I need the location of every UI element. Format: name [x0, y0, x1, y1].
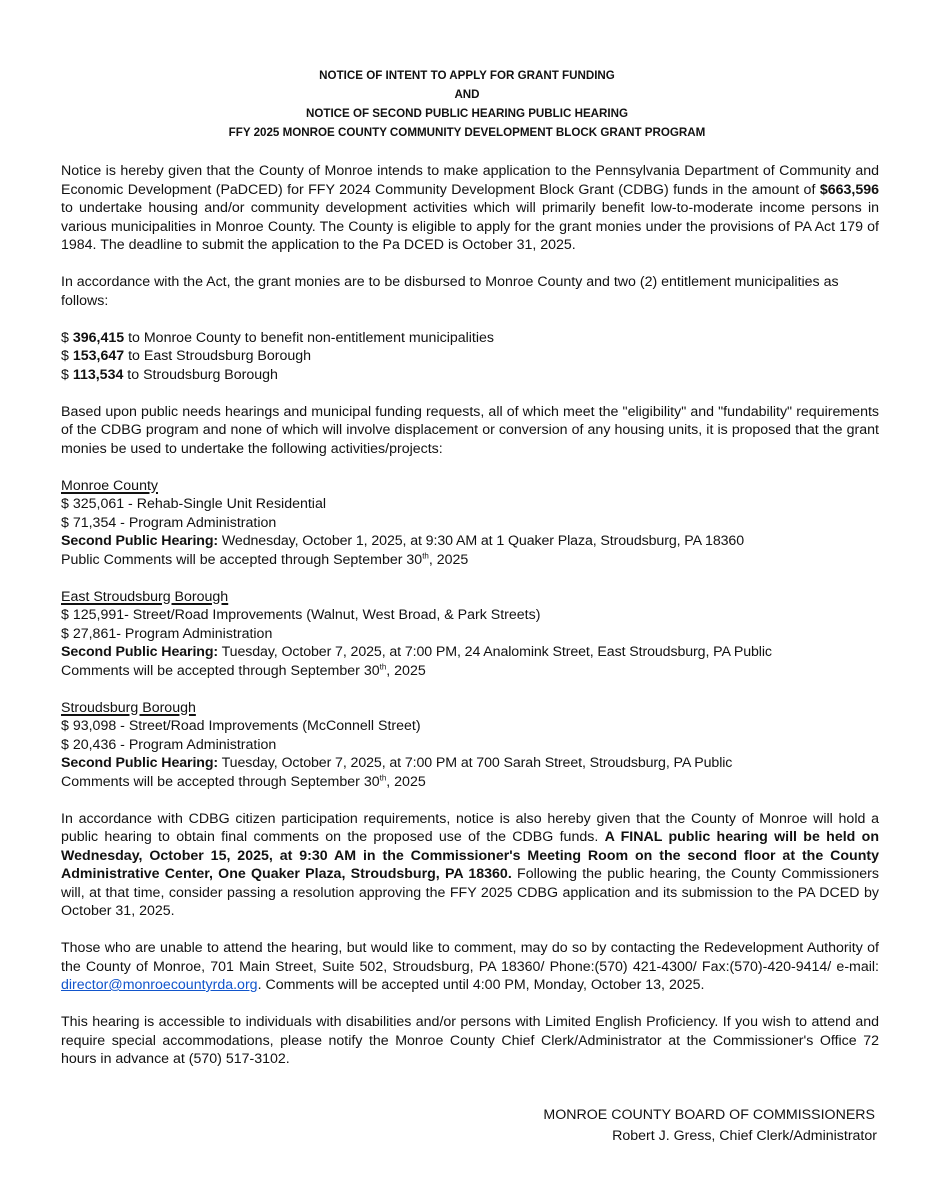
hearing-line — [61, 532, 879, 551]
comments-text: Public Comments will be accepted through September 30 — [61, 551, 423, 568]
activity-item: $ 325,061 - Rehab-Single Unit Residential — [61, 496, 326, 512]
disbursement-intro: In accordance with the Act, the grant monies are to be disbursed to Monroe County and two (2) entitlement municipalities as follows: — [61, 274, 839, 309]
allocation-text: to East Stroudsburg Borough — [124, 348, 312, 364]
intro-text-2: to undertake housing and/or community development activities which will primarily benefit low-to-moderate income persons in various municipalities in Monroe County. The County is eligible to apply for the grant monies under the provisions of PA Act 179 of 1984. The deadline to submit the application to the Pa DCED is October 31, 2025. — [61, 200, 879, 253]
contact-paragraph — [61, 939, 879, 995]
allocation-item — [61, 366, 879, 385]
monroe-county-section — [61, 477, 879, 570]
activity-item: $ 71,354 - Program Administration — [61, 514, 277, 531]
dollar-sign: $ — [61, 348, 73, 364]
ordinal-suffix: th — [379, 661, 387, 671]
ordinal-suffix: th — [422, 550, 429, 560]
section-title: Monroe County — [61, 477, 158, 494]
allocation-amount: 153,647 — [72, 348, 125, 364]
comments-year: , 2025 — [386, 662, 426, 679]
hearing-line — [61, 643, 879, 662]
accessibility-paragraph: This hearing is accessible to individuals with disabilities and/or persons with Limited English Proficiency. If you wish to attend and require special accommodations, please notify the Monroe County Chief Clerk/Administrator at the Commissioner's Office 72 hours in advance at (570) 517-3102. — [61, 1014, 879, 1067]
contact-text-1: Those who are unable to attend the hearing, but would like to comment, may do so by contacting the Redevelopment Authority of the County of Monroe, 701 Main Street, Suite 502, Stroudsburg, PA 18360/ Phone:(570) 421-4300/ Fax:(570)-420-9414/ e-mail: — [61, 940, 879, 975]
allocation-amount: 396,415 — [72, 329, 125, 346]
citizen-text-2: Following the public hearing, the County Commissioners will, at that time, consider passing a resolution approving the FFY 2025 CDBG application and its submission to the PA DCED by October 31, 2025. — [61, 866, 880, 919]
contact-text-2: . Comments will be accepted until 4:00 PM, Monday, October 13, 2025. — [257, 977, 705, 993]
activity-item: $ 93,098 - Street/Road Improvements (McConnell Street) — [61, 718, 421, 734]
header-line-4: FFY 2025 MONROE COUNTY COMMUNITY DEVELOPMENT BLOCK GRANT PROGRAM — [228, 126, 706, 139]
dollar-sign: $ — [61, 329, 73, 346]
citizen-participation-paragraph — [61, 810, 879, 921]
intro-text-1: Notice is hereby given that the County of Monroe intends to make application to the Pennsylvania Department of Community and Economic Development (PaDCED) for FFY 2024 Community Development Block Grant (CDBG) funds in the amount of — [61, 163, 879, 198]
section-title: Stroudsburg Borough — [61, 699, 196, 716]
comments-text: Comments will be accepted through September 30 — [61, 662, 380, 679]
signatory: Robert J. Gress, Chief Clerk/Administrator — [612, 1127, 877, 1144]
allocation-text: to Monroe County to benefit non-entitlement municipalities — [124, 329, 495, 346]
allocation-text: to Stroudsburg Borough — [123, 366, 278, 383]
ordinal-suffix: th — [379, 772, 387, 782]
intro-paragraph — [61, 162, 879, 255]
stroudsburg-section — [61, 699, 879, 792]
activity-item: $ 27,861- Program Administration — [61, 625, 273, 642]
notice-document — [61, 66, 879, 1147]
hearing-text: Tuesday, October 7, 2025, at 7:00 PM, 24 Analomink Street, East Stroudsburg, PA Public — [218, 644, 772, 660]
hearing-text: Tuesday, October 7, 2025, at 7:00 PM at 700 Sarah Street, Stroudsburg, PA Public — [218, 755, 733, 771]
allocation-list — [61, 329, 879, 385]
comments-year: , 2025 — [386, 773, 426, 790]
activity-item: $ 20,436 - Program Administration — [61, 736, 277, 753]
hearing-label: Second Public Hearing: — [61, 644, 219, 660]
comments-line — [61, 662, 879, 681]
hearing-line — [61, 754, 879, 773]
header-line-2: AND — [454, 88, 480, 101]
comments-text: Comments will be accepted through September 30 — [61, 773, 380, 790]
hearing-label: Second Public Hearing: — [61, 533, 219, 549]
signature-block — [61, 1105, 879, 1147]
section-title: East Stroudsburg Borough — [61, 588, 229, 605]
comments-year: , 2025 — [428, 551, 469, 568]
citizen-text-1: In accordance with CDBG citizen participation requirements, notice is also hereby given that the County of Monroe will hold a public hearing to obtain final comments on the proposed use of the CDBG funds. — [61, 810, 879, 845]
header-line-3: NOTICE OF SECOND PUBLIC HEARING PUBLIC HEARING — [305, 107, 629, 120]
notice-header — [55, 66, 879, 142]
allocation-item — [61, 347, 879, 366]
email-link[interactable]: director@monroecountyrda.org — [61, 977, 258, 993]
needs-paragraph: Based upon public needs hearings and municipal funding requests, all of which meet the "eligibility" and "fundability" requirements of the CDBG program and none of which will involve displacement or conversion of any housing units, it is proposed that the grant monies be used to undertake the following activities/projects: — [61, 403, 879, 457]
activity-item: $ 125,991- Street/Road Improvements (Walnut, West Broad, & Park Streets) — [61, 607, 541, 623]
hearing-text: Wednesday, October 1, 2025, at 9:30 AM at 1 Quaker Plaza, Stroudsburg, PA 18360 — [218, 533, 744, 549]
header-line-1: NOTICE OF INTENT TO APPLY FOR GRANT FUNDING — [319, 69, 615, 82]
allocation-amount: 113,534 — [72, 366, 124, 383]
east-stroudsburg-section — [61, 588, 879, 681]
comments-line — [61, 773, 879, 792]
dollar-sign: $ — [61, 366, 73, 383]
hearing-label: Second Public Hearing: — [61, 755, 219, 771]
allocation-item — [61, 329, 879, 348]
grant-amount: $663,596 — [819, 181, 879, 198]
comments-line — [61, 551, 879, 570]
final-hearing-notice: A FINAL public hearing will be held on Wednesday, October 15, 2025, at 9:30 AM in the Commissioner's Meeting Room on the second floor at the County Administrative Center, One Quaker Plaza, Stroudsburg, PA 18360. — [61, 829, 879, 882]
board-name: MONROE COUNTY BOARD OF COMMISSIONERS — [543, 1106, 875, 1123]
